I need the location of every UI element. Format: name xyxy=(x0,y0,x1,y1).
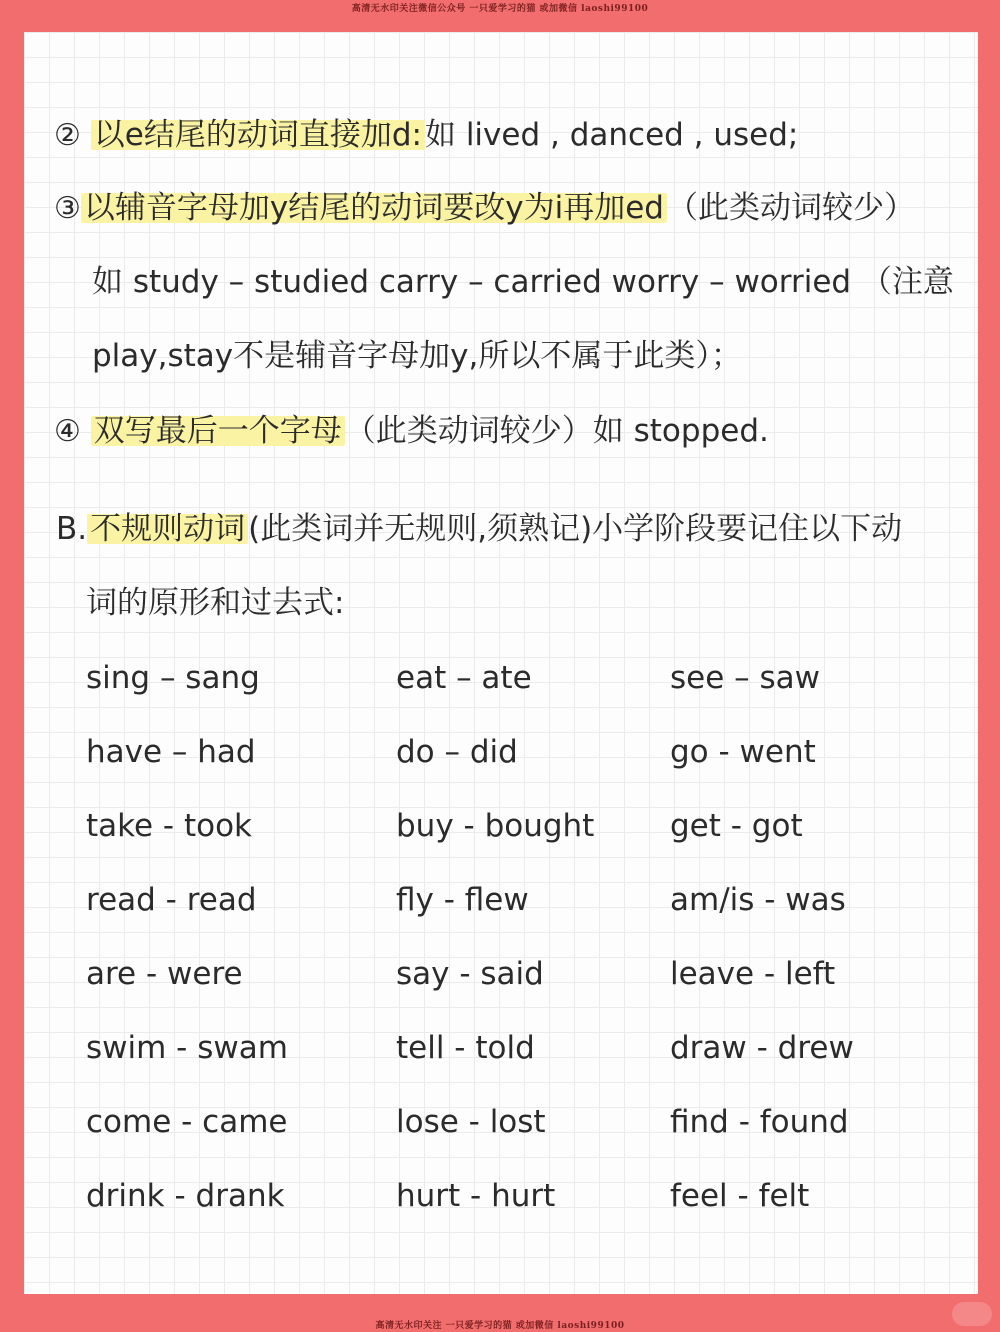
rule-2-examples: 如 lived , danced , used; xyxy=(424,117,799,153)
rule-3-examples: 如 study – studied carry – carried worry – worried （注意 xyxy=(92,264,954,300)
verb-pair: sing – sang xyxy=(86,660,260,696)
section-b-prefix: B. xyxy=(56,511,88,547)
rule-2-highlight: 以e结尾的动词直接加d: xyxy=(91,117,425,153)
verb-pair: hurt - hurt xyxy=(396,1178,556,1214)
verb-pair: draw - drew xyxy=(670,1030,854,1066)
watermark-top: 高清无水印关注微信公众号 一只爱学习的猫 或加微信 laoshi99100 xyxy=(351,4,649,14)
verb-pair: come - came xyxy=(86,1104,288,1140)
corner-badge xyxy=(952,1302,992,1326)
verb-pair: feel - felt xyxy=(670,1178,810,1214)
verb-pair: find - found xyxy=(670,1104,849,1140)
circled-number-4: ④ xyxy=(54,414,81,449)
circled-number-2: ② xyxy=(54,118,81,153)
verb-pair: read - read xyxy=(86,882,257,918)
verb-pair: buy - bought xyxy=(396,808,595,844)
verb-pair: take - took xyxy=(86,808,253,844)
verb-pair: am/is - was xyxy=(670,882,846,918)
verb-pair: go - went xyxy=(670,734,816,770)
rule-3-exception: play,stay不是辅音字母加y,所以不属于此类）； xyxy=(92,338,742,374)
watermark-bottom: 高清无水印关注 一只爱学习的猫 或加微信 laoshi99100 xyxy=(375,1321,625,1331)
rule-4-highlight: 双写最后一个字母 xyxy=(91,413,345,449)
verb-pair: tell - told xyxy=(396,1030,535,1066)
verb-pair: say - said xyxy=(396,956,544,992)
rule-3-highlight: 以辅音字母加y结尾的动词要改y为i再加ed xyxy=(81,190,667,226)
section-b-highlight: 不规则动词 xyxy=(87,511,248,547)
notes-card xyxy=(24,32,978,1294)
verb-pair: eat – ate xyxy=(396,660,532,696)
verb-pair: are - were xyxy=(86,956,243,992)
verb-pair: swim - swam xyxy=(86,1030,288,1066)
verb-pair: get - got xyxy=(670,808,803,844)
verb-pair: drink - drank xyxy=(86,1178,285,1214)
rule-3 xyxy=(54,187,915,230)
rule-3-note: （此类动词较少） xyxy=(666,190,915,226)
verb-pair: fly - flew xyxy=(396,882,529,918)
verb-pair: lose - lost xyxy=(396,1104,546,1140)
verb-pair: do – did xyxy=(396,734,518,770)
section-b-line2: 词的原形和过去式: xyxy=(86,585,345,621)
section-b-heading xyxy=(56,508,902,550)
rule-2 xyxy=(54,114,798,157)
verb-pair: leave - left xyxy=(670,956,836,992)
circled-number-3: ③ xyxy=(54,191,81,226)
rule-4 xyxy=(54,410,769,453)
verb-pair: see – saw xyxy=(670,660,821,696)
rule-4-rest: （此类动词较少）如 stopped. xyxy=(344,413,769,449)
verb-pair: have – had xyxy=(86,734,256,770)
section-b-description: (此类词并无规则,须熟记)小学阶段要记住以下动 xyxy=(248,511,903,547)
